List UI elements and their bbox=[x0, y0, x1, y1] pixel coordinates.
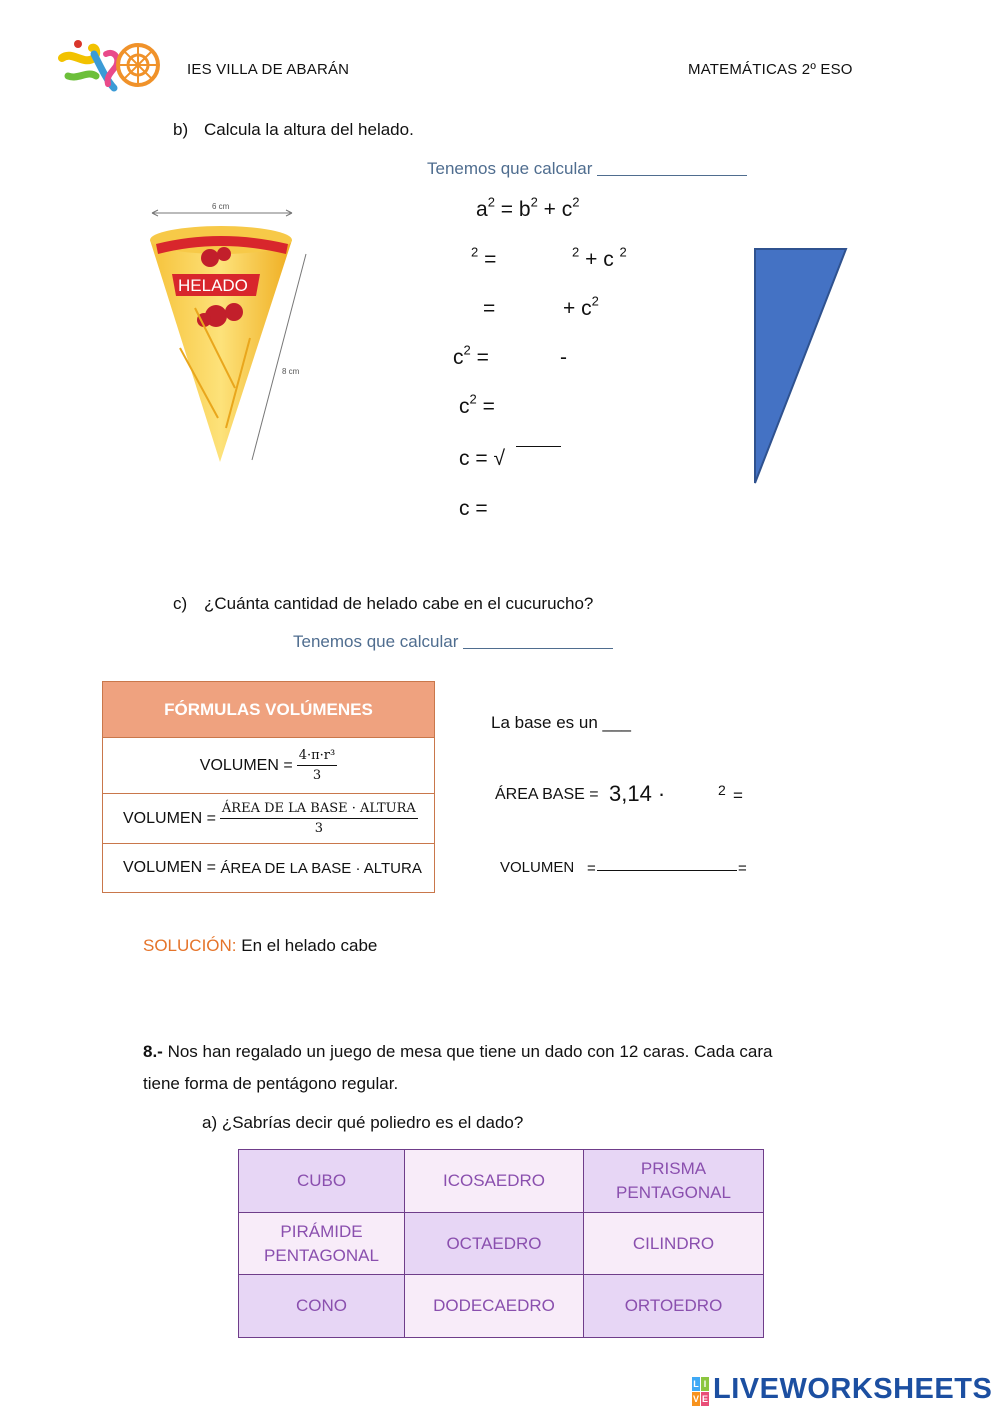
part-c-calc-prompt: Tenemos que calcular bbox=[293, 632, 613, 652]
part-c-label: c) bbox=[173, 594, 188, 613]
pythagoras-formula: $a^2 = b^2 + c^2$ bbox=[476, 194, 580, 221]
part-b-question: Calcula la altura del helado. bbox=[204, 120, 414, 139]
square-root-symbol: √ bbox=[493, 447, 505, 470]
right-triangle-shape bbox=[752, 247, 850, 487]
solution-label: SOLUCIÓN: bbox=[143, 936, 237, 955]
calc-blank[interactable] bbox=[597, 161, 747, 176]
cone-brand-label: HELADO bbox=[178, 276, 248, 295]
volumen-fraction-line bbox=[597, 870, 737, 871]
formula-prism: VOLUMEN = ÁREA DE LA BASE · ALTURA bbox=[123, 859, 422, 877]
option-icosaedro[interactable]: ICOSAEDRO bbox=[405, 1150, 584, 1213]
option-ortoedro[interactable]: ORTOEDRO bbox=[584, 1275, 763, 1337]
volumen-label: VOLUMEN bbox=[500, 859, 575, 876]
equation-line-4-minus: - bbox=[560, 346, 567, 369]
area-base-equals: = bbox=[733, 786, 743, 805]
school-name: IES VILLA DE ABARÁN bbox=[187, 61, 350, 78]
liveworksheets-brand[interactable]: LIVEWORKSHEETS bbox=[713, 1373, 993, 1405]
area-base-label: ÁREA BASE = bbox=[495, 786, 599, 803]
option-piramide-pentagonal[interactable]: PIRÁMIDE PENTAGONAL bbox=[239, 1213, 405, 1275]
volumen-equals: = bbox=[587, 860, 596, 877]
equation-line-4: $c^2$ = bbox=[453, 342, 489, 369]
option-dodecaedro[interactable]: DODECAEDRO bbox=[405, 1275, 584, 1337]
calc-blank[interactable] bbox=[463, 634, 613, 649]
volume-formulas-table bbox=[102, 681, 435, 893]
school-logo bbox=[58, 36, 162, 94]
base-shape-line: La base es un ___ bbox=[491, 713, 631, 732]
liveworksheets-logo-icon: L I V E bbox=[692, 1379, 708, 1404]
subject-title: MATEMÁTICAS 2º ESO bbox=[688, 61, 853, 78]
root-bar bbox=[516, 446, 561, 447]
equation-line-3: = bbox=[483, 297, 496, 320]
equation-line-6: c = √ bbox=[459, 447, 505, 470]
problem-8-statement: 8.- Nos han regalado un juego de mesa que tiene un dado con 12 caras. Cada cara tiene forma de pentágono regular. bbox=[143, 1042, 773, 1093]
option-cubo[interactable]: CUBO bbox=[239, 1150, 405, 1213]
equation-line-3-right: + $c^2$ bbox=[563, 293, 599, 320]
volumen-equals-2: = bbox=[738, 860, 747, 877]
formula-sphere: VOLUMEN = $\frac{\text{4·π·r³}}{3}$ bbox=[103, 738, 434, 794]
area-base-value: 3,14 · bbox=[609, 781, 666, 806]
option-prisma-pentagonal[interactable]: PRISMA PENTAGONAL bbox=[584, 1150, 763, 1213]
ice-cream-cone-image bbox=[140, 198, 310, 470]
polyhedra-options-table bbox=[238, 1149, 764, 1338]
solution-line bbox=[143, 936, 377, 956]
option-octaedro[interactable]: OCTAEDRO bbox=[405, 1213, 584, 1275]
cone-top-label: 6 cm bbox=[212, 202, 230, 211]
part-b-calc-prompt: Tenemos que calcular bbox=[427, 159, 747, 179]
area-base-exponent: 2 bbox=[718, 782, 726, 798]
problem-8-number: 8.- bbox=[143, 1042, 163, 1061]
option-cono[interactable]: CONO bbox=[239, 1275, 405, 1337]
equation-line-2: $^2$ = bbox=[471, 244, 497, 271]
equation-line-7: c = bbox=[459, 497, 488, 520]
solution-text: En el helado cabe bbox=[241, 936, 378, 955]
formula-cone: VOLUMEN = $\frac{\text{ÁREA DE LA BASE · ALTURA}}{3}$ bbox=[103, 794, 434, 844]
equation-line-2-right: $^2$ + c $^2$ bbox=[572, 244, 627, 271]
part-b-label: b) bbox=[173, 120, 189, 139]
problem-8a-question: a) ¿Sabrías decir qué poliedro es el dado? bbox=[202, 1113, 524, 1132]
base-shape-blank[interactable]: ___ bbox=[602, 713, 631, 732]
equation-line-5: $c^2$ = bbox=[459, 391, 495, 418]
option-cilindro[interactable]: CILINDRO bbox=[584, 1213, 763, 1275]
part-c-question: ¿Cuánta cantidad de helado cabe en el cucurucho? bbox=[204, 594, 594, 613]
formulas-title: FÓRMULAS VOLÚMENES bbox=[103, 682, 434, 738]
cone-side-label: 8 cm bbox=[282, 367, 300, 376]
